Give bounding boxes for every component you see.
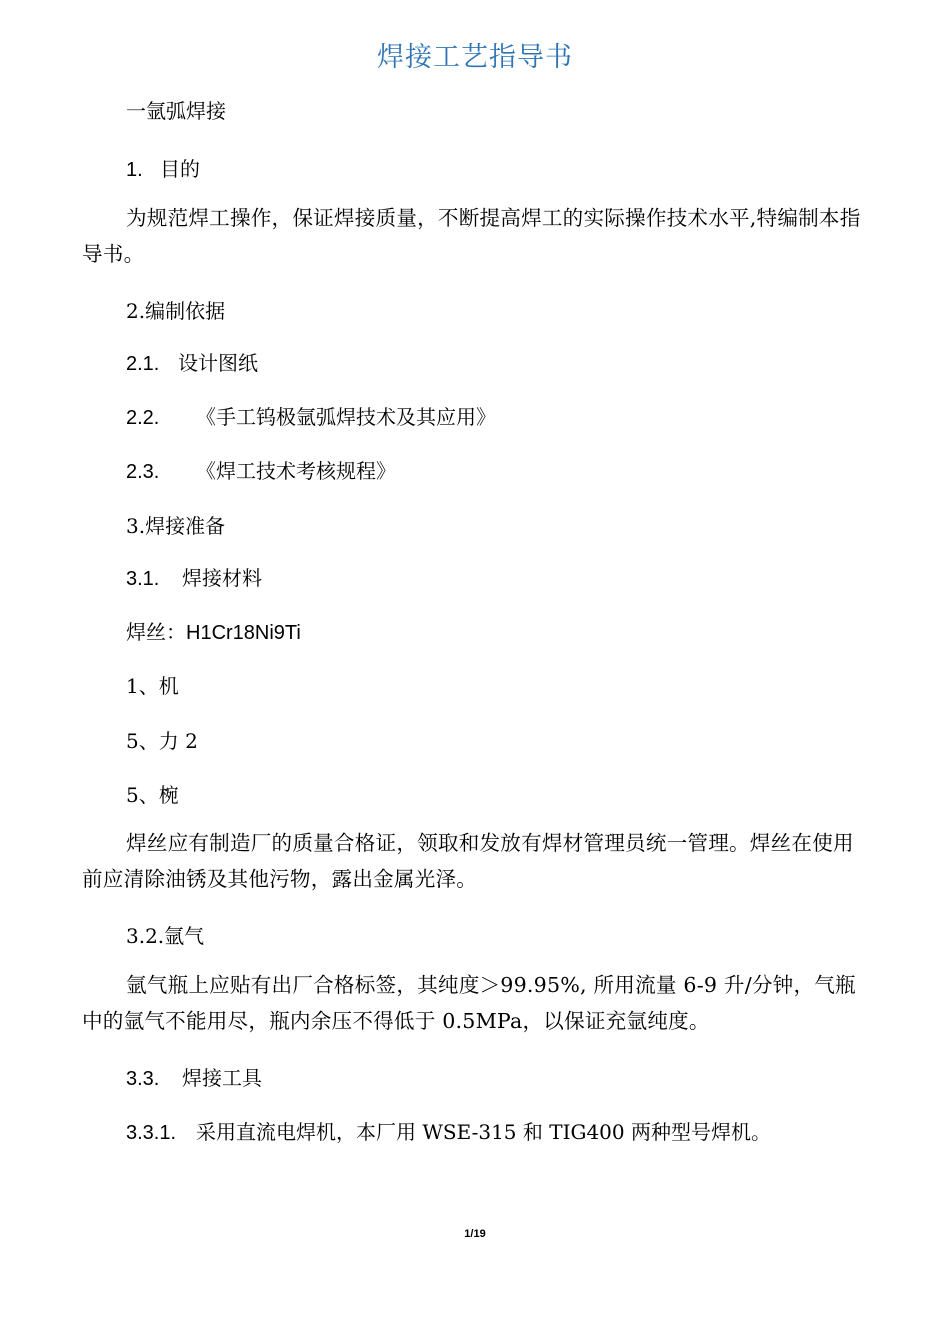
- section-2-heading: 2.编制依据: [126, 299, 226, 323]
- purpose-paragraph: 为规范焊工操作，保证焊接质量，不断提高焊工的实际操作技术水平,特编制本指导书。: [82, 206, 861, 266]
- section-number: 2.1.: [126, 353, 160, 375]
- section-number: 2.3.: [126, 461, 160, 483]
- section-3-1: [126, 566, 262, 591]
- page-number: 1/19: [464, 1228, 486, 1240]
- section-2-3: [126, 459, 396, 484]
- section-2-2: [126, 405, 496, 430]
- section-3-3-1: [126, 1120, 771, 1145]
- section-title: 《焊工技术考核规程》: [196, 459, 396, 483]
- section-title: 目的: [160, 157, 200, 181]
- section-title: 采用直流电焊机，本厂用 WSE-315 和 TIG400 两种型号焊机。: [196, 1120, 771, 1144]
- welding-wire-label: 焊丝：: [126, 620, 186, 644]
- section-number: 3.1.: [126, 568, 160, 590]
- list-item: 1、机: [126, 674, 179, 698]
- document-title: 焊接工艺指导书: [377, 42, 573, 73]
- section-title: 设计图纸: [178, 351, 258, 375]
- section-3-3: [126, 1066, 262, 1091]
- list-item: 5、力 2: [126, 729, 198, 753]
- wire-paragraph: 焊丝应有制造厂的质量合格证，领取和发放有焊材管理员统一管理。焊丝在使用前应清除油锈及其他污物，露出金属光泽。: [82, 831, 854, 891]
- section-3-2-heading: 3.2.氩气: [126, 924, 205, 948]
- argon-paragraph: 氩气瓶上应贴有出厂合格标签，其纯度＞99.95%, 所用流量 6-9 升/分钟，气瓶中的氩气不能用尽，瓶内余压不得低于 0.5MPa，以保证充氩纯度。: [82, 973, 856, 1033]
- section-number: 1.: [126, 159, 143, 181]
- section-number: 3.3.: [126, 1068, 160, 1090]
- section-title: 焊接工具: [182, 1066, 262, 1090]
- list-item: 5、椀: [126, 783, 179, 807]
- welding-wire-line: [126, 620, 301, 645]
- section-heading-argon-arc: 一氩弧焊接: [126, 99, 226, 123]
- welding-wire-value: H1Cr18Ni9Ti: [186, 622, 301, 644]
- section-title: 《手工钨极氩弧焊技术及其应用》: [196, 405, 496, 429]
- section-1-heading: [126, 157, 200, 182]
- section-number: 3.3.1.: [126, 1122, 177, 1144]
- section-title: 焊接材料: [182, 566, 262, 590]
- section-2-1: [126, 351, 258, 376]
- section-3-heading: 3.焊接准备: [126, 514, 226, 538]
- section-number: 2.2.: [126, 407, 160, 429]
